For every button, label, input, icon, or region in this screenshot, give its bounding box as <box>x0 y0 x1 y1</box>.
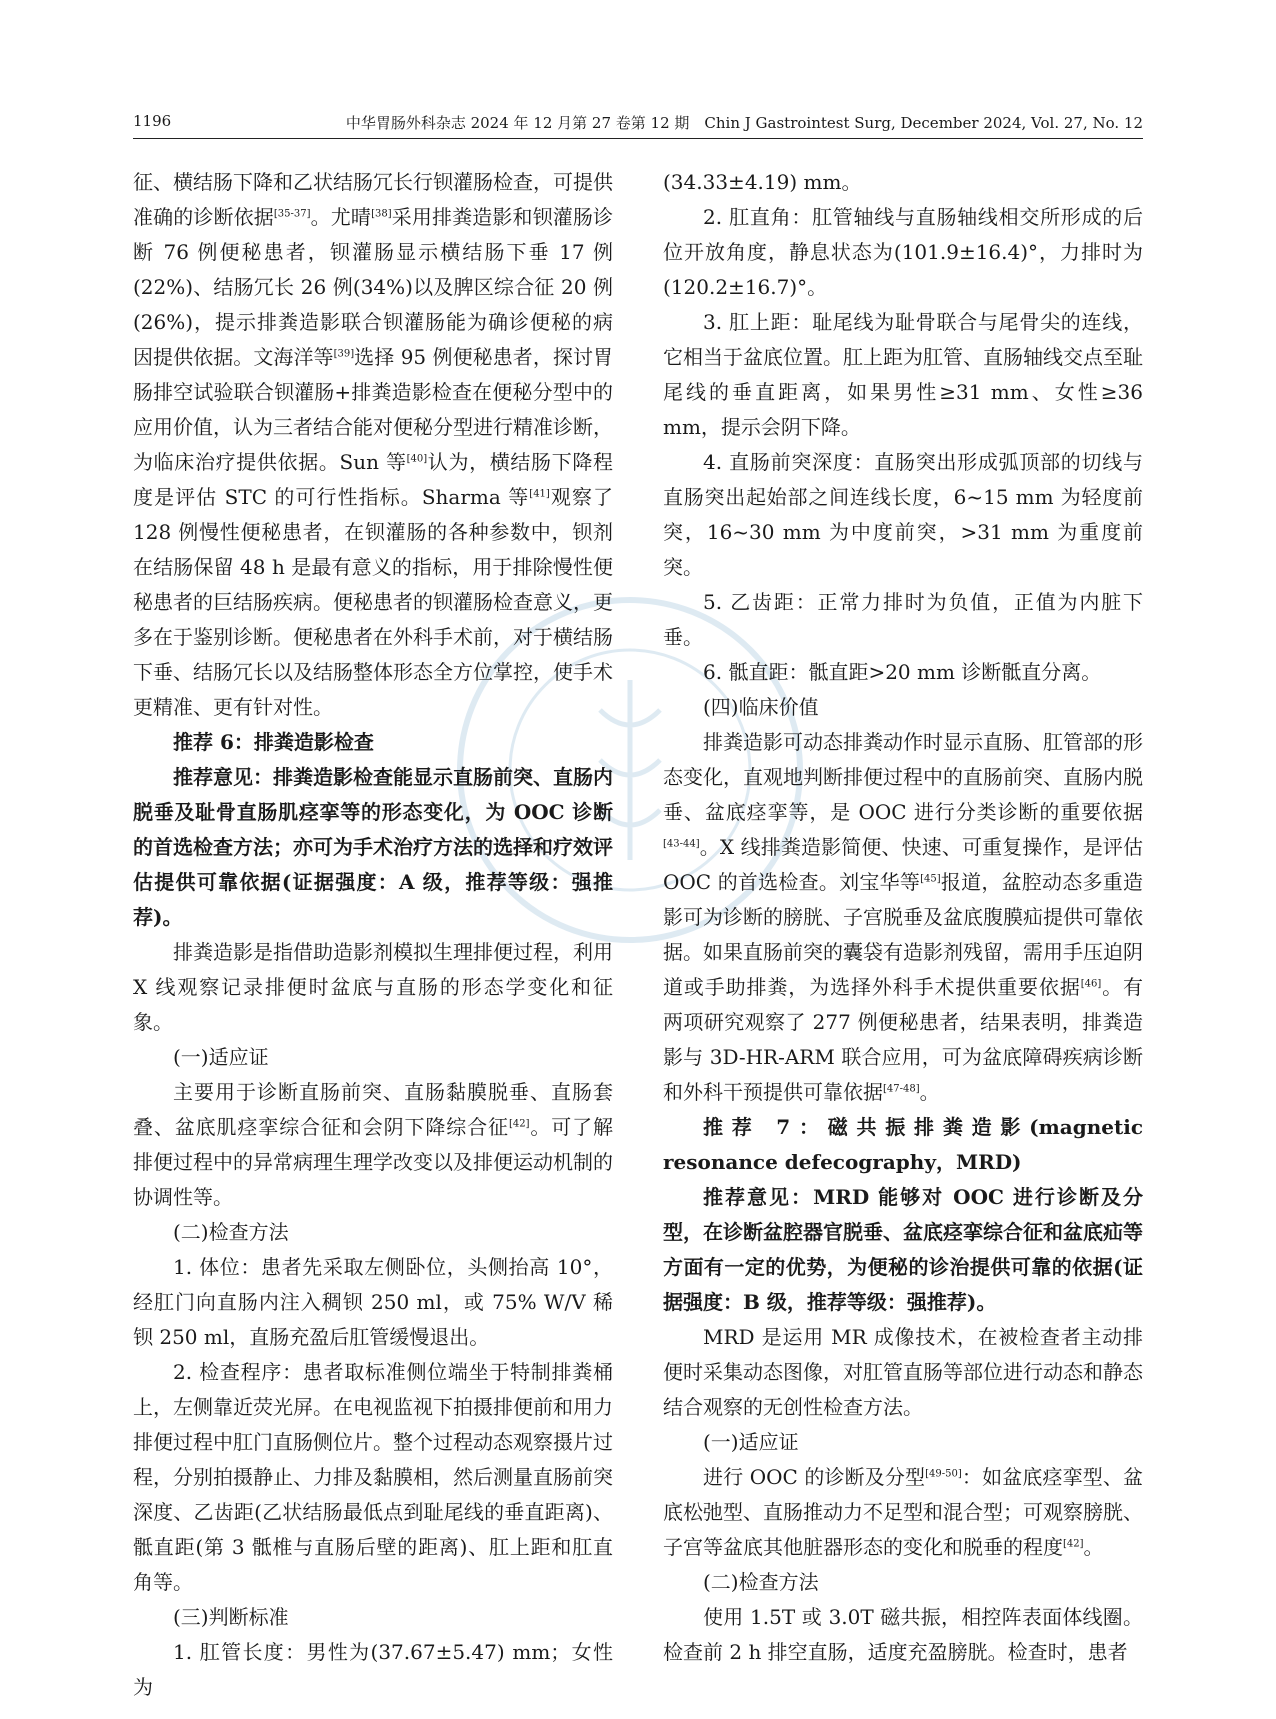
paragraph: 排粪造影是指借助造影剂模拟生理排便过程，利用 X 线观察记录排便时盆底与直肠的形态学变化和征象。 <box>133 940 613 1034</box>
journal-citation: 中华胃肠外科杂志 2024 年 12 月第 27 卷第 12 期 Chin J Gastrointest Surg, December 2024, Vol. 27, No. 12 <box>345 114 1143 132</box>
paragraph: MRD 是运用 MR 成像技术，在被检查者主动排便时采集动态图像，对肛管直肠等部位进行动态和静态结合观察的无创性检查方法。 <box>663 1325 1143 1419</box>
section-heading: (一)适应证 <box>703 1430 799 1454</box>
citation-ref: [42] <box>508 1118 530 1130</box>
paragraph: 主要用于诊断直肠前突、直肠黏膜脱垂、直肠套叠、盆底肌痉挛综合征和会阴下降综合征[42]。可了解排便过程中的异常病理生理学改变以及排便运动机制的协调性等。 <box>133 1080 614 1209</box>
paragraph: 6. 骶直距：骶直距>20 mm 诊断骶直分离。 <box>703 660 1102 684</box>
running-header <box>133 112 1143 136</box>
section-heading: (一)适应证 <box>173 1045 269 1069</box>
recommendation-7-opinion: 推荐意见：MRD 能够对 OOC 进行诊断及分型，在诊断盆腔器官脱垂、盆底痉挛综合征和盆底疝等方面有一定的优势，为便秘的诊治提供可靠的依据(证据强度：B 级，推荐等级：强推荐)。 <box>663 1185 1143 1314</box>
right-column <box>663 165 1143 1670</box>
section-heading: (三)判断标准 <box>173 1605 289 1629</box>
citation-ref: [40] <box>406 453 428 465</box>
paragraph: (34.33±4.19) mm。 <box>663 170 862 194</box>
paragraph: 征、横结肠下降和乙状结肠冗长行钡灌肠检查，可提供准确的诊断依据[35-37]。尤晴[38]采用排粪造影和钡灌肠诊断 76 例便秘患者，钡灌肠显示横结肠下垂 17 例(22%)、结肠冗长 26 例(34%)以及脾区综合征 20 例(26%)，提示排粪造影联合钡灌肠能为确诊便秘的病因提供依据。文海洋等[39]选择 95 例便秘患者，探讨胃肠排空试验联合钡灌肠+排粪造影检查在便秘分型中的应用价值，认为三者结合能对便秘分型进行精准诊断，为临床治疗提供依据。Sun 等[40]认为，横结肠下降程度是评估 STC 的可行性指标。Sharma 等[41]观察了 128 例慢性便秘患者，在钡灌肠的各种参数中，钡剂在结肠保留 48 h 是最有意义的指标，用于排除慢性便秘患者的巨结肠疾病。便秘患者的钡灌肠检查意义，更多在于鉴别诊断。便秘患者在外科手术前，对于横结肠下垂、结肠冗长以及结肠整体形态全方位掌控，使手术更精准、更有针对性。 <box>133 170 614 719</box>
citation-ref: [46] <box>1080 978 1102 990</box>
paragraph: 1. 体位：患者先采取左侧卧位，头侧抬高 10°，经肛门向直肠内注入稠钡 250 ml，或 75% W/V 稀钡 250 ml，直肠充盈后肛管缓慢退出。 <box>133 1255 613 1349</box>
paragraph: 2. 肛直角：肛管轴线与直肠轴线相交所形成的后位开放角度，静息状态为(101.9±16.4)°，力排时为(120.2±16.7)°。 <box>663 205 1143 299</box>
paragraph: 排粪造影可动态排粪动作时显示直肠、肛管部的形态变化，直观地判断排便过程中的直肠前突、直肠内脱垂、盆底痉挛等，是 OOC 进行分类诊断的重要依据[43-44]。X 线排粪造影简便、快速、可重复操作，是评估 OOC 的首选检查。刘宝华等[45]报道，盆腔动态多重造影可为诊断的膀胱、子宫脱垂及盆底腹膜疝提供可靠依据。如果直肠前突的囊袋有造影剂残留，需用手压迫阴道或手助排粪，为选择外科手术提供重要依据[46]。有两项研究观察了 277 例便秘患者，结果表明，排粪造影与 3D-HR-ARM 联合应用，可为盆底障碍疾病诊断和外科干预提供可靠依据[47-48]。 <box>663 730 1144 1104</box>
citation-ref: [38] <box>371 208 392 220</box>
citation-ref: [43-44] <box>663 838 700 850</box>
paragraph: 1. 肛管长度：男性为(37.67±5.47) mm；女性为 <box>133 1640 613 1699</box>
section-heading: (四)临床价值 <box>703 695 819 719</box>
paragraph: 2. 检查程序：患者取标准侧位端坐于特制排粪桶上，左侧靠近荧光屏。在电视监视下拍摄排便前和用力排便过程中肛门直肠侧位片。整个过程动态观察摄片过程，分别拍摄静止、力排及黏膜相，然后测量直肠前突深度、乙齿距(乙状结肠最低点到耻尾线的垂直距离)、骶直距(第 3 骶椎与直肠后壁的距离)、肛上距和肛直角等。 <box>133 1360 613 1594</box>
paragraph: 使用 1.5T 或 3.0T 磁共振，相控阵表面体线圈。检查前 2 h 排空直肠，适度充盈膀胱。检查时，患者 <box>663 1605 1143 1664</box>
paragraph: 5. 乙齿距：正常力排时为负值，正值为内脏下垂。 <box>663 590 1143 649</box>
citation-ref: [47-48] <box>883 1083 920 1095</box>
citation-ref: [49-50] <box>925 1468 962 1480</box>
citation-ref: [39] <box>333 348 355 360</box>
citation-ref: [42] <box>1063 1538 1084 1550</box>
citation-ref: [45] <box>920 873 941 885</box>
left-column <box>133 165 613 1705</box>
page-number: 1196 <box>133 112 172 130</box>
citation-ref: [35-37] <box>273 208 311 220</box>
section-heading: (二)检查方法 <box>173 1220 289 1244</box>
recommendation-7-title: 推荐 7：磁共振排粪造影(magnetic resonance defecography，MRD) <box>663 1115 1143 1174</box>
recommendation-6-opinion: 推荐意见：排粪造影检查能显示直肠前突、直肠内脱垂及耻骨直肠肌痉挛等的形态变化，为 OOC 诊断的首选检查方法；亦可为手术治疗方法的选择和疗效评估提供可靠依据(证据强度：A 级，推荐等级：强推荐)。 <box>133 765 613 929</box>
citation-ref: [41] <box>529 488 550 500</box>
section-heading: (二)检查方法 <box>703 1570 819 1594</box>
paragraph: 3. 肛上距：耻尾线为耻骨联合与尾骨尖的连线，它相当于盆底位置。肛上距为肛管、直肠轴线交点至耻尾线的垂直距离，如果男性≥31 mm、女性≥36 mm，提示会阴下降。 <box>663 310 1143 439</box>
header-rule <box>133 138 1143 139</box>
paragraph: 4. 直肠前突深度：直肠突出形成弧顶部的切线与直肠突出起始部之间连线长度，6~15 mm 为轻度前突，16~30 mm 为中度前突，>31 mm 为重度前突。 <box>663 450 1143 579</box>
paragraph: 进行 OOC 的诊断及分型[49-50]：如盆底痉挛型、盆底松弛型、直肠推动力不足型和混合型；可观察膀胱、子宫等盆底其他脏器形态的变化和脱垂的程度[42]。 <box>663 1465 1144 1559</box>
recommendation-6-title: 推荐 6：排粪造影检查 <box>173 730 374 754</box>
